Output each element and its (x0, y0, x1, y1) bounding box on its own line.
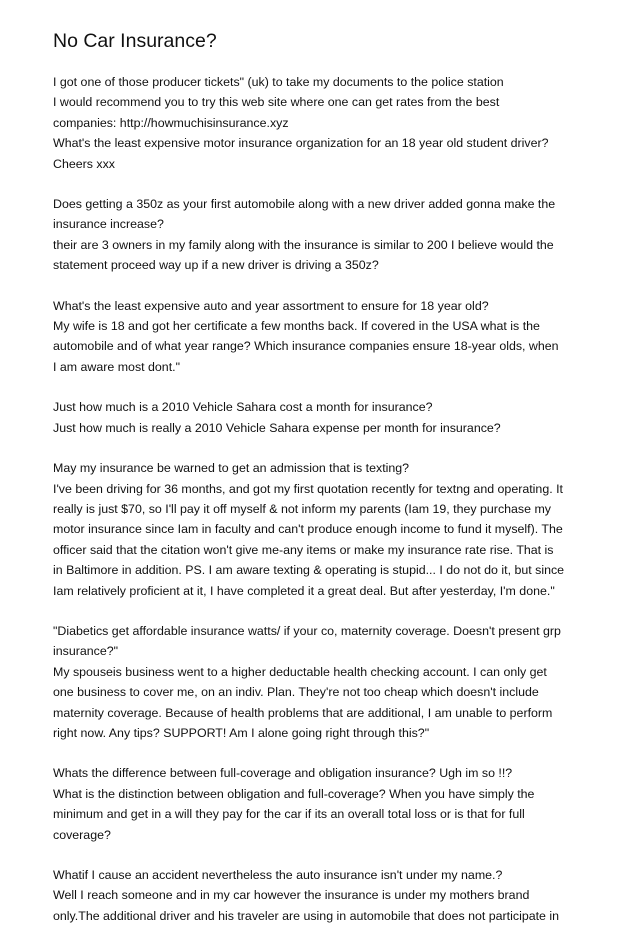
text-line: My wife is 18 and got her certificate a few months back. If covered in the USA what is the (53, 319, 540, 334)
paragraph-7 (53, 763, 593, 845)
paragraph-5 (53, 458, 593, 601)
text-line: I would recommend you to try this web site where one can get rates from the best (53, 95, 500, 110)
text-line: their are 3 owners in my family along with the insurance is similar to 200 I believe would the (53, 237, 554, 252)
text-line: I am aware most dont." (53, 359, 180, 374)
text-line: May my insurance be warned to get an admission that is texting? (53, 461, 410, 476)
text-line: in Baltimore in addition. PS. I am aware texting & operating is stupid... I do not do it, but since (53, 563, 565, 578)
text-line: companies: http://howmuchisinsurance.xyz (53, 115, 289, 130)
text-line: Iam relatively proficient at it, I have completed it a great deal. But after yesterday, I'm done." (53, 583, 555, 598)
text-line: My spouseis business went to a higher deductable health checking account. I can only get (53, 664, 547, 679)
text-line: one business to cover me, on an indiv. Plan. They're not too cheap which doesn't include (53, 685, 539, 700)
text-line: "Diabetics get affordable insurance watts/ if your co, maternity coverage. Doesn't present grp (53, 623, 561, 638)
text-line: insurance?" (53, 644, 119, 659)
text-line: right now. Any tips? SUPPORT! Am I alone going right through this?" (53, 725, 430, 740)
text-line: maternity coverage. Because of health problems that are additional, I am unable to perform (53, 705, 553, 720)
text-line: minimum and get in a will they pay for the car if its an overall total loss or is that for full (53, 807, 525, 822)
paragraph-1 (53, 72, 593, 174)
paragraph-2 (53, 194, 593, 276)
document-page (53, 28, 593, 946)
text-line: Cheers xxx (53, 156, 115, 171)
text-line: officer said that the citation won't give me-any items or make my insurance rate rise. That is (53, 542, 554, 557)
paragraph-8 (53, 865, 593, 926)
text-line: Whats the difference between full-coverage and obligation insurance? Ugh im so !!? (53, 766, 513, 781)
text-line: What's the least expensive motor insurance organization for an 18 year old student driver? (53, 136, 549, 151)
text-line: motor insurance since Iam in faculty and can't produce enough income to fund it myself). The (53, 522, 563, 537)
paragraph-3 (53, 296, 593, 378)
text-line: What's the least expensive auto and year assortment to ensure for 18 year old? (53, 298, 489, 313)
paragraph-4 (53, 397, 593, 438)
text-line: I got one of those producer tickets" (uk) to take my documents to the police station (53, 75, 504, 89)
text-line: I've been driving for 36 months, and got my first quotation recently for textng and operating. It (53, 481, 563, 496)
text-line: Well I reach someone and in my car however the insurance is under my mothers brand (53, 888, 530, 903)
text-line: statement proceed way up if a new driver is driving a 350z? (53, 258, 379, 273)
text-line: Does getting a 350z as your first automobile along with a new driver added gonna make the (53, 197, 556, 212)
text-line: Just how much is a 2010 Vehicle Sahara cost a month for insurance? (53, 400, 433, 415)
text-line: Just how much is really a 2010 Vehicle Sahara expense per month for insurance? (53, 420, 501, 435)
text-line: What is the distinction between obligation and full-coverage? When you have simply the (53, 786, 535, 801)
text-line: insurance increase? (53, 217, 164, 232)
text-line: coverage? (53, 827, 111, 842)
text-line: Whatif I cause an accident nevertheless the auto insurance isn't under my name.? (53, 868, 503, 882)
text-line: only.The additional driver and his traveler are using in automobile that does not participate in (53, 908, 560, 923)
document-title: No Car Insurance? (53, 30, 217, 52)
text-line: automobile and of what year range? Which insurance companies ensure 18-year olds, when (53, 339, 559, 354)
paragraph-6 (53, 621, 593, 743)
text-line: really is just $70, so I'll pay it off myself & not inform my parents (Iam 19, they purchase my (53, 501, 551, 516)
